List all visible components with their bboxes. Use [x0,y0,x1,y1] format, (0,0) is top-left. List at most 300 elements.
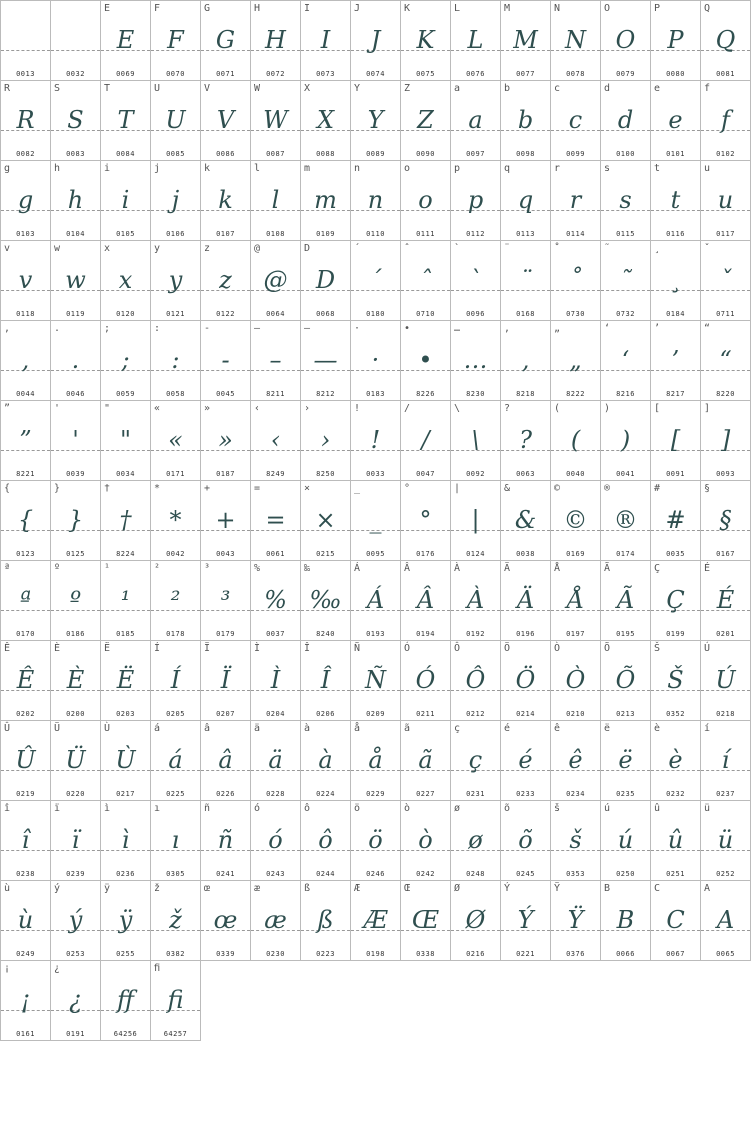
glyph-label: ) [604,403,611,414]
glyph-cell [250,80,300,160]
glyph-label: A [704,883,711,894]
glyph-code: 0338 [416,950,435,958]
glyph-label: V [204,83,211,94]
glyph-cell [400,800,450,880]
glyph-code: 0013 [16,70,35,78]
glyph-sample: ² [170,586,181,614]
glyph-code: 0200 [66,710,85,718]
glyph-cell [500,0,550,80]
glyph-label: ß [304,883,311,894]
glyph-code: 0239 [66,870,85,878]
glyph-code: 0252 [716,870,735,878]
glyph-sample: Á [366,586,385,614]
glyph-code: 0098 [516,150,535,158]
glyph-code: 0179 [216,630,235,638]
glyph-cell [550,560,600,640]
glyph-cell [350,0,400,80]
glyph-cell [50,560,100,640]
glyph-cell [150,160,200,240]
glyph-cell [100,240,150,320]
glyph-cell [100,0,150,80]
glyph-code: 0086 [216,150,235,158]
glyph-sample: ñ [217,826,234,854]
glyph-label: # [654,483,661,494]
glyph-sample: Œ [411,906,440,934]
glyph-sample: s [619,186,632,214]
glyph-sample: ¹ [120,586,131,614]
glyph-cell [400,720,450,800]
glyph-cell [250,160,300,240]
glyph-code: 0092 [466,470,485,478]
glyph-code: 0233 [516,790,535,798]
glyph-code: 0097 [466,150,485,158]
glyph-sample: · [371,346,380,374]
glyph-sample: A [716,906,735,934]
glyph-cell [200,0,250,80]
glyph-label: Z [404,83,411,94]
glyph-sample: ÿ [118,906,133,934]
glyph-label: ® [604,483,611,494]
glyph-row [0,80,751,160]
glyph-label: ö [354,803,361,814]
glyph-cell [300,480,350,560]
glyph-label: % [254,563,261,574]
glyph-sample: ó [268,826,283,854]
glyph-code: 0196 [516,630,535,638]
glyph-label: d [604,83,611,94]
glyph-sample: ž [169,906,182,934]
glyph-label: P [654,3,661,14]
glyph-sample: H [265,26,286,54]
glyph-label: ¡ [4,963,11,974]
glyph-code: 0076 [466,70,485,78]
glyph-sample: å [368,746,383,774]
glyph-cell [200,560,250,640]
glyph-label: s [604,163,611,174]
glyph-label: x [104,243,111,254]
glyph-label: D [304,243,311,254]
glyph-code: 0105 [116,230,135,238]
glyph-label: ê [554,723,561,734]
glyph-sample: G [215,26,236,54]
glyph-code: 0078 [566,70,585,78]
glyph-code: 0089 [366,150,385,158]
glyph-cell [700,0,751,80]
glyph-cell [600,0,650,80]
glyph-sample: @ [263,266,288,294]
glyph-code: 8216 [616,390,635,398]
glyph-code: 0074 [366,70,385,78]
glyph-code: 64257 [163,1030,188,1038]
glyph-code: 0045 [216,390,235,398]
glyph-code: 0236 [116,870,135,878]
glyph-code: 0176 [416,550,435,558]
glyph-label: ì [104,803,111,814]
glyph-sample: – [269,346,282,374]
glyph-sample: { [17,506,34,534]
glyph-code: 0043 [216,550,235,558]
glyph-row [0,800,751,880]
glyph-code: 0041 [616,470,635,478]
glyph-label: [ [654,403,661,414]
glyph-sample: v [18,266,33,294]
glyph-label: À [454,563,461,574]
glyph-label: . [54,323,61,334]
glyph-cell [200,480,250,560]
glyph-cell [650,480,700,560]
glyph-sample: ´ [369,266,382,294]
glyph-code: 0119 [66,310,85,318]
glyph-label: S [54,83,61,94]
glyph-code: 0075 [416,70,435,78]
glyph-cell [600,560,650,640]
glyph-label: Û [4,723,11,734]
glyph-code: 0238 [16,870,35,878]
glyph-cell [550,800,600,880]
glyph-code: 8240 [316,630,335,638]
glyph-code: 0107 [216,230,235,238]
glyph-code: 0123 [16,550,35,558]
glyph-code: 0180 [366,310,385,318]
glyph-label: É [704,563,711,574]
glyph-sample: i [121,186,130,214]
glyph-code: 0168 [516,310,535,318]
glyph-label: ° [404,483,411,494]
glyph-sample: ¸ [669,266,682,294]
glyph-row [0,880,751,960]
glyph-cell [350,240,400,320]
glyph-sample: , [21,346,30,374]
glyph-sample: ý [68,906,83,934]
glyph-cell [50,400,100,480]
glyph-label: û [654,803,661,814]
glyph-label: ü [704,803,711,814]
glyph-cell [450,640,500,720]
glyph-sample: Ñ [365,666,386,694]
glyph-label: ﬁ [154,963,161,974]
glyph-sample: Ô [465,666,486,694]
glyph-label: Ç [654,563,661,574]
glyph-sample: ’ [671,346,680,374]
glyph-label: ç [454,723,461,734]
glyph-sample: ‹ [270,426,281,454]
glyph-code: 64256 [113,1030,138,1038]
glyph-code: 0231 [466,790,485,798]
glyph-cell [50,80,100,160]
glyph-label: » [204,403,211,414]
glyph-sample: I [320,26,331,54]
glyph-row [0,720,751,800]
glyph-sample: t [670,186,681,214]
glyph-code: 0091 [666,470,685,478]
glyph-code: 0117 [716,230,735,238]
glyph-label: — [304,323,311,334]
glyph-sample: â [218,746,233,774]
glyph-cell [350,80,400,160]
glyph-cell [300,880,350,961]
glyph-code: 0112 [466,230,485,238]
glyph-label: ž [154,883,161,894]
glyph-label: : [154,323,161,334]
glyph-sample: ö [368,826,383,854]
glyph-code: 0034 [116,470,135,478]
glyph-code: 0382 [166,950,185,958]
glyph-label: ¿ [54,963,61,974]
glyph-cell [0,960,50,1041]
glyph-code: 0224 [316,790,335,798]
glyph-cell [100,880,150,960]
glyph-cell [500,160,550,240]
glyph-sample: _ [369,506,382,534]
glyph-sample: = [265,506,286,534]
glyph-cell [300,720,350,800]
glyph-sample: N [565,26,586,54]
glyph-cell [400,320,450,400]
glyph-label: ˚ [554,243,561,254]
glyph-label: Y [354,83,361,94]
glyph-code: 0212 [466,710,485,718]
glyph-sample: } [67,506,84,534]
glyph-label: Í [154,643,161,654]
glyph-sample: R [16,106,35,134]
glyph-cell [500,400,550,480]
glyph-code: 0185 [116,630,135,638]
glyph-code: 0305 [166,870,185,878]
glyph-sample: º [69,586,82,614]
glyph-label: ó [254,803,261,814]
glyph-sample: ï [71,826,80,854]
glyph-sample: … [463,346,488,374]
glyph-cell [700,560,751,640]
glyph-label: ? [504,403,511,414]
glyph-code: 0114 [566,230,585,238]
glyph-label: à [304,723,311,734]
glyph-cell [650,240,700,320]
glyph-cell [650,720,700,800]
glyph-label: ‚ [504,323,511,334]
glyph-label: q [504,163,511,174]
glyph-label: ¨ [504,243,511,254]
glyph-cell [150,560,200,640]
glyph-sample: Ê [16,666,35,694]
glyph-cell [700,400,751,480]
glyph-code: 0174 [616,550,635,558]
glyph-cell [200,240,250,320]
glyph-sample: ı [171,826,180,854]
glyph-label: Ñ [354,643,361,654]
glyph-label: ı [154,803,161,814]
glyph-code: 0125 [66,550,85,558]
glyph-label: · [354,323,361,334]
glyph-cell [150,800,200,880]
glyph-label: Å [554,563,561,574]
glyph-code: 0206 [316,710,335,718]
glyph-label: í [704,723,711,734]
glyph-label: | [454,483,461,494]
glyph-sample: œ [213,906,238,934]
glyph-label: k [204,163,211,174]
glyph-label: Ì [254,643,261,654]
glyph-label: × [304,483,311,494]
glyph-code: 0037 [266,630,285,638]
glyph-code: 0077 [516,70,535,78]
glyph-sample: ò [418,826,433,854]
glyph-code: 0210 [566,710,585,718]
glyph-label: w [54,243,61,254]
glyph-label: è [654,723,661,734]
glyph-code: 0101 [666,150,685,158]
glyph-label: l [254,163,261,174]
glyph-cell [450,480,500,560]
glyph-label: e [654,83,661,94]
glyph-code: 8220 [716,390,735,398]
glyph-cell [0,400,50,480]
glyph-sample: C [666,906,685,934]
glyph-label: Æ [354,883,361,894]
glyph-sample: Ë [116,666,135,694]
glyph-cell [150,0,200,80]
glyph-code: 0124 [466,550,485,558]
glyph-cell [350,400,400,480]
glyph-cell [50,640,100,720]
glyph-code: 0070 [166,70,185,78]
glyph-cell [100,320,150,400]
glyph-code: 0085 [166,150,185,158]
glyph-code: 0710 [416,310,435,318]
glyph-code: 0093 [716,470,735,478]
glyph-cell [600,160,650,240]
glyph-sample: . [71,346,80,374]
glyph-cell [500,720,550,800]
glyph-code: 0249 [16,950,35,958]
glyph-cell [100,400,150,480]
glyph-code: 0221 [516,950,535,958]
glyph-label: â [204,723,211,734]
glyph-code: 0032 [66,70,85,78]
glyph-sample: z [219,266,232,294]
glyph-label: ë [604,723,611,734]
glyph-code: 0104 [66,230,85,238]
glyph-code: 0111 [416,230,435,238]
glyph-code: 0095 [366,550,385,558]
glyph-code: 0243 [266,870,285,878]
glyph-code: 0063 [516,470,535,478]
glyph-sample: Î [320,666,331,694]
glyph-cell [200,720,250,800]
glyph-sample: Ö [515,666,536,694]
glyph-sample: • [418,346,433,374]
glyph-sample: ” [19,426,32,454]
glyph-sample: ( [570,426,581,454]
glyph-label: N [554,3,561,14]
glyph-sample: # [665,506,686,534]
glyph-sample: ˚ [569,266,582,294]
glyph-cell [150,80,200,160]
glyph-code: 0102 [716,150,735,158]
glyph-cell [550,880,600,961]
glyph-label: ¸ [654,243,661,254]
glyph-sample: ¿ [69,986,82,1014]
glyph-label: ª [4,563,11,574]
glyph-label: Ä [504,563,511,574]
glyph-label: ˜ [604,243,611,254]
glyph-sample: ‚ [521,346,530,374]
glyph-row [0,320,751,400]
glyph-sample: É [716,586,735,614]
glyph-cell [50,960,100,1041]
glyph-cell [50,160,100,240]
glyph-cell [400,80,450,160]
glyph-cell [600,400,650,480]
glyph-sample: Š [667,666,684,694]
glyph-cell [50,800,100,880]
glyph-sample: ˇ [719,266,732,294]
glyph-sample: x [118,266,133,294]
glyph-sample: Ó [415,666,436,694]
glyph-code: 0255 [116,950,135,958]
glyph-label: š [554,803,561,814]
glyph-code: 0066 [616,950,635,958]
glyph-sample: W [263,106,288,134]
glyph-code: 0245 [516,870,535,878]
glyph-sample: T [117,106,134,134]
glyph-sample: ° [419,506,432,534]
glyph-cell [0,640,50,720]
glyph-sample: d [617,106,634,134]
glyph-label: « [154,403,161,414]
glyph-cell [650,160,700,240]
glyph-sample: ú [617,826,634,854]
glyph-label: Œ [404,883,411,894]
glyph-code: 0241 [216,870,235,878]
glyph-code: 0244 [316,870,335,878]
glyph-code: 0072 [266,70,285,78]
glyph-cell [250,320,300,400]
glyph-label: K [404,3,411,14]
glyph-code: 0113 [516,230,535,238]
glyph-label: õ [504,803,511,814]
glyph-label: º [54,563,61,574]
glyph-code: 0069 [116,70,135,78]
glyph-sample: õ [518,826,533,854]
glyph-code: 0040 [566,470,585,478]
glyph-sample: F [167,26,184,54]
glyph-label: ý [54,883,61,894]
glyph-label: Â [404,563,411,574]
glyph-cell [0,80,50,160]
glyph-label: á [154,723,161,734]
glyph-sample: M [513,26,538,54]
glyph-cell [450,240,500,320]
glyph-sample: î [21,826,30,854]
glyph-code: 0339 [216,950,235,958]
glyph-cell [200,400,250,480]
glyph-code: 0171 [166,470,185,478]
glyph-code: 0216 [466,950,485,958]
glyph-sample: g [17,186,34,214]
glyph-label: Ý [504,883,511,894]
glyph-label: / [404,403,411,414]
glyph-code: 0122 [216,310,235,318]
glyph-label: j [154,163,161,174]
glyph-sample: u [717,186,734,214]
glyph-cell [650,320,700,400]
glyph-sample: í [721,746,730,774]
glyph-label: R [4,83,11,94]
glyph-cell [0,880,50,960]
glyph-cell [600,80,650,160]
glyph-label: @ [254,243,261,254]
